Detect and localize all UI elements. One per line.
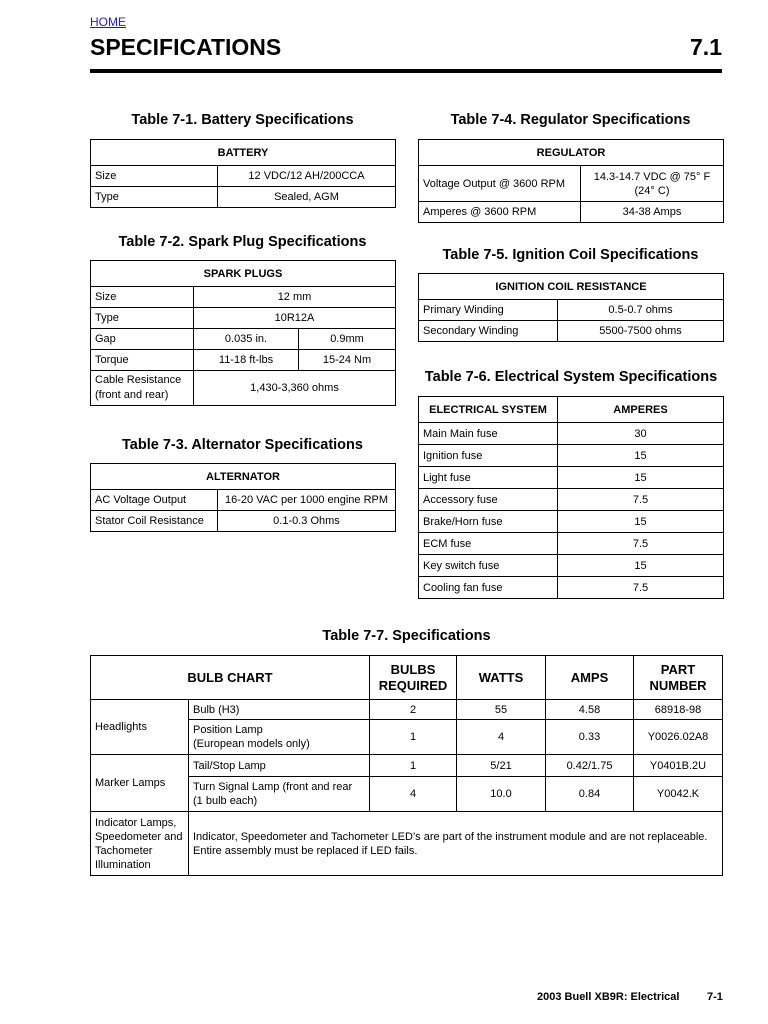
row-value: 10R12A [194,308,396,329]
amps-header: AMPS [546,656,634,700]
bulb-required: 1 [370,755,457,777]
bulbs-caption: Table 7-7. Specifications [322,628,491,644]
row-value: 16-20 VAC per 1000 engine RPM [218,490,396,511]
pos-name-line1: Position Lamp [193,724,263,736]
table-row [91,166,396,187]
row-label: AC Voltage Output [91,490,218,511]
row-label: Main Main fuse [419,423,558,445]
voltage-value-line2: (24° C) [634,184,670,197]
bulb-amps: 4.58 [546,700,634,720]
bulb-name: Tail/Stop Lamp [189,755,370,777]
marker-lamps-label: Marker Lamps [91,755,189,812]
indicator-label [91,812,189,876]
row-label: Ignition fuse [419,445,558,467]
regulator-caption: Table 7-4. Regulator Specifications [450,112,691,128]
table-row [419,445,724,467]
cable-label-line1: Cable Resistance [95,374,182,386]
table-row [91,350,396,371]
table-row [91,329,396,350]
table-row [419,577,724,599]
row-label [91,371,194,406]
table-row [419,533,724,555]
row-label: Stator Coil Resistance [91,511,218,532]
row-value: 7.5 [558,489,724,511]
regulator-header: REGULATOR [419,140,724,166]
battery-table [90,139,396,208]
headlights-label: Headlights [91,700,189,755]
table-row [419,321,724,342]
spark-header: SPARK PLUGS [91,261,396,287]
bulb-part: Y0401B.2U [634,755,723,777]
bulbs-required-line2: REQUIRED [378,677,448,693]
row-value: 0.9mm [299,329,396,350]
row-value: 12 VDC/12 AH/200CCA [218,166,396,187]
row-label: Primary Winding [419,300,558,321]
row-label: Amperes @ 3600 RPM [419,202,581,223]
row-value: 15 [558,555,724,577]
row-value: Sealed, AGM [218,187,396,208]
row-value: 15 [558,511,724,533]
table-row [91,755,723,777]
table-row [91,187,396,208]
ind-line4: Illumination [95,858,151,871]
row-value: 12 mm [194,287,396,308]
row-label: Accessory fuse [419,489,558,511]
cable-label-line2: (front and rear) [95,389,169,401]
battery-caption: Table 7-1. Battery Specifications [131,112,354,128]
part-line2: NUMBER [649,677,707,693]
home-link[interactable]: HOME [90,15,126,29]
row-value [581,166,724,202]
bulb-amps: 0.84 [546,777,634,812]
row-label: ECM fuse [419,533,558,555]
row-label: Secondary Winding [419,321,558,342]
bulb-watts: 5/21 [457,755,546,777]
bulb-watts: 55 [457,700,546,720]
battery-header: BATTERY [91,140,396,166]
ind-text-line1: Indicator, Speedometer and Tachometer LED’s are part of the instrument module and are not replaceable. [193,830,708,843]
spark-table [90,260,396,406]
row-value: 1,430-3,360 ohms [194,371,396,406]
bulb-part: 68918-98 [634,700,723,720]
spark-caption: Table 7-2. Spark Plug Specifications [118,234,367,250]
alternator-table [90,463,396,532]
bulb-part: Y0026.02A8 [634,720,723,755]
ind-line2: Speedometer and [95,830,183,843]
alternator-header: ALTERNATOR [91,464,396,490]
watts-header: WATTS [457,656,546,700]
bulb-required: 4 [370,777,457,812]
table-row [419,555,724,577]
row-value: 15 [558,467,724,489]
row-value: 5500-7500 ohms [558,321,724,342]
part-number-header [634,656,723,700]
bulb-required: 1 [370,720,457,755]
indicator-note [189,812,723,876]
bulb-part: Y0042.K [634,777,723,812]
ignition-caption: Table 7-5. Ignition Coil Specifications [442,247,699,263]
row-label: Cooling fan fuse [419,577,558,599]
row-value: 15-24 Nm [299,350,396,371]
ind-line1: Indicator Lamps, [95,816,177,829]
bulb-name [189,777,370,812]
turn-name-line2: (1 bulb each) [193,795,258,807]
table-row [419,300,724,321]
table-row [91,287,396,308]
bulbs-required-header [370,656,457,700]
table-row [419,423,724,445]
table-row [91,371,396,406]
bulb-name: Bulb (H3) [189,700,370,720]
footer-page-number: 7-1 [707,991,723,1003]
turn-name-line1: Turn Signal Lamp (front and rear [193,781,353,793]
table-row [419,511,724,533]
row-value: 0.5-0.7 ohms [558,300,724,321]
bulb-required: 2 [370,700,457,720]
section-number: 7.1 [690,34,722,60]
row-label: Key switch fuse [419,555,558,577]
row-value: 0.035 in. [194,329,299,350]
page-title: SPECIFICATIONS [90,34,282,60]
electrical-caption: Table 7-6. Electrical System Specifications [424,369,718,385]
amperes-col-header: AMPERES [558,397,724,423]
row-value: 15 [558,445,724,467]
table-row [419,166,724,202]
row-value: 11-18 ft-lbs [194,350,299,371]
regulator-table [418,139,724,223]
row-value: 0.1-0.3 Ohms [218,511,396,532]
table-row [419,202,724,223]
bulb-watts: 10.0 [457,777,546,812]
table-row [419,467,724,489]
bulb-name [189,720,370,755]
bulb-watts: 4 [457,720,546,755]
row-label: Gap [91,329,194,350]
row-label: Size [91,166,218,187]
table-row [91,511,396,532]
row-value: 30 [558,423,724,445]
table-row [419,489,724,511]
electrical-col-header: ELECTRICAL SYSTEM [419,397,558,423]
bulb-chart-table [90,655,723,876]
bulb-amps: 0.42/1.75 [546,755,634,777]
row-label: Light fuse [419,467,558,489]
pos-name-line2: (European models only) [193,738,310,750]
row-label: Torque [91,350,194,371]
ind-line3: Tachometer [95,844,153,857]
bulb-amps: 0.33 [546,720,634,755]
footer-text: 2003 Buell XB9R: Electrical [537,991,680,1003]
voltage-value-line1: 14.3-14.7 VDC @ 75° F [593,170,711,183]
row-label: Brake/Horn fuse [419,511,558,533]
row-label: Size [91,287,194,308]
ignition-header: IGNITION COIL RESISTANCE [419,274,724,300]
bulbs-required-line1: BULBS [390,661,436,677]
row-value: 7.5 [558,533,724,555]
row-value: 34-38 Amps [581,202,724,223]
row-label: Type [91,187,218,208]
table-row [91,308,396,329]
table-row [91,490,396,511]
row-label: Type [91,308,194,329]
alternator-caption: Table 7-3. Alternator Specifications [122,437,363,453]
table-row [91,700,723,720]
ind-text-line2: Entire assembly must be replaced if LED fails. [193,844,418,857]
bulb-chart-header: BULB CHART [91,656,370,700]
title-rule [90,69,722,73]
row-label: Voltage Output @ 3600 RPM [419,166,581,202]
electrical-table [418,396,724,599]
table-row [91,812,723,876]
part-line1: PART [660,661,696,677]
row-value: 7.5 [558,577,724,599]
ignition-table [418,273,724,342]
